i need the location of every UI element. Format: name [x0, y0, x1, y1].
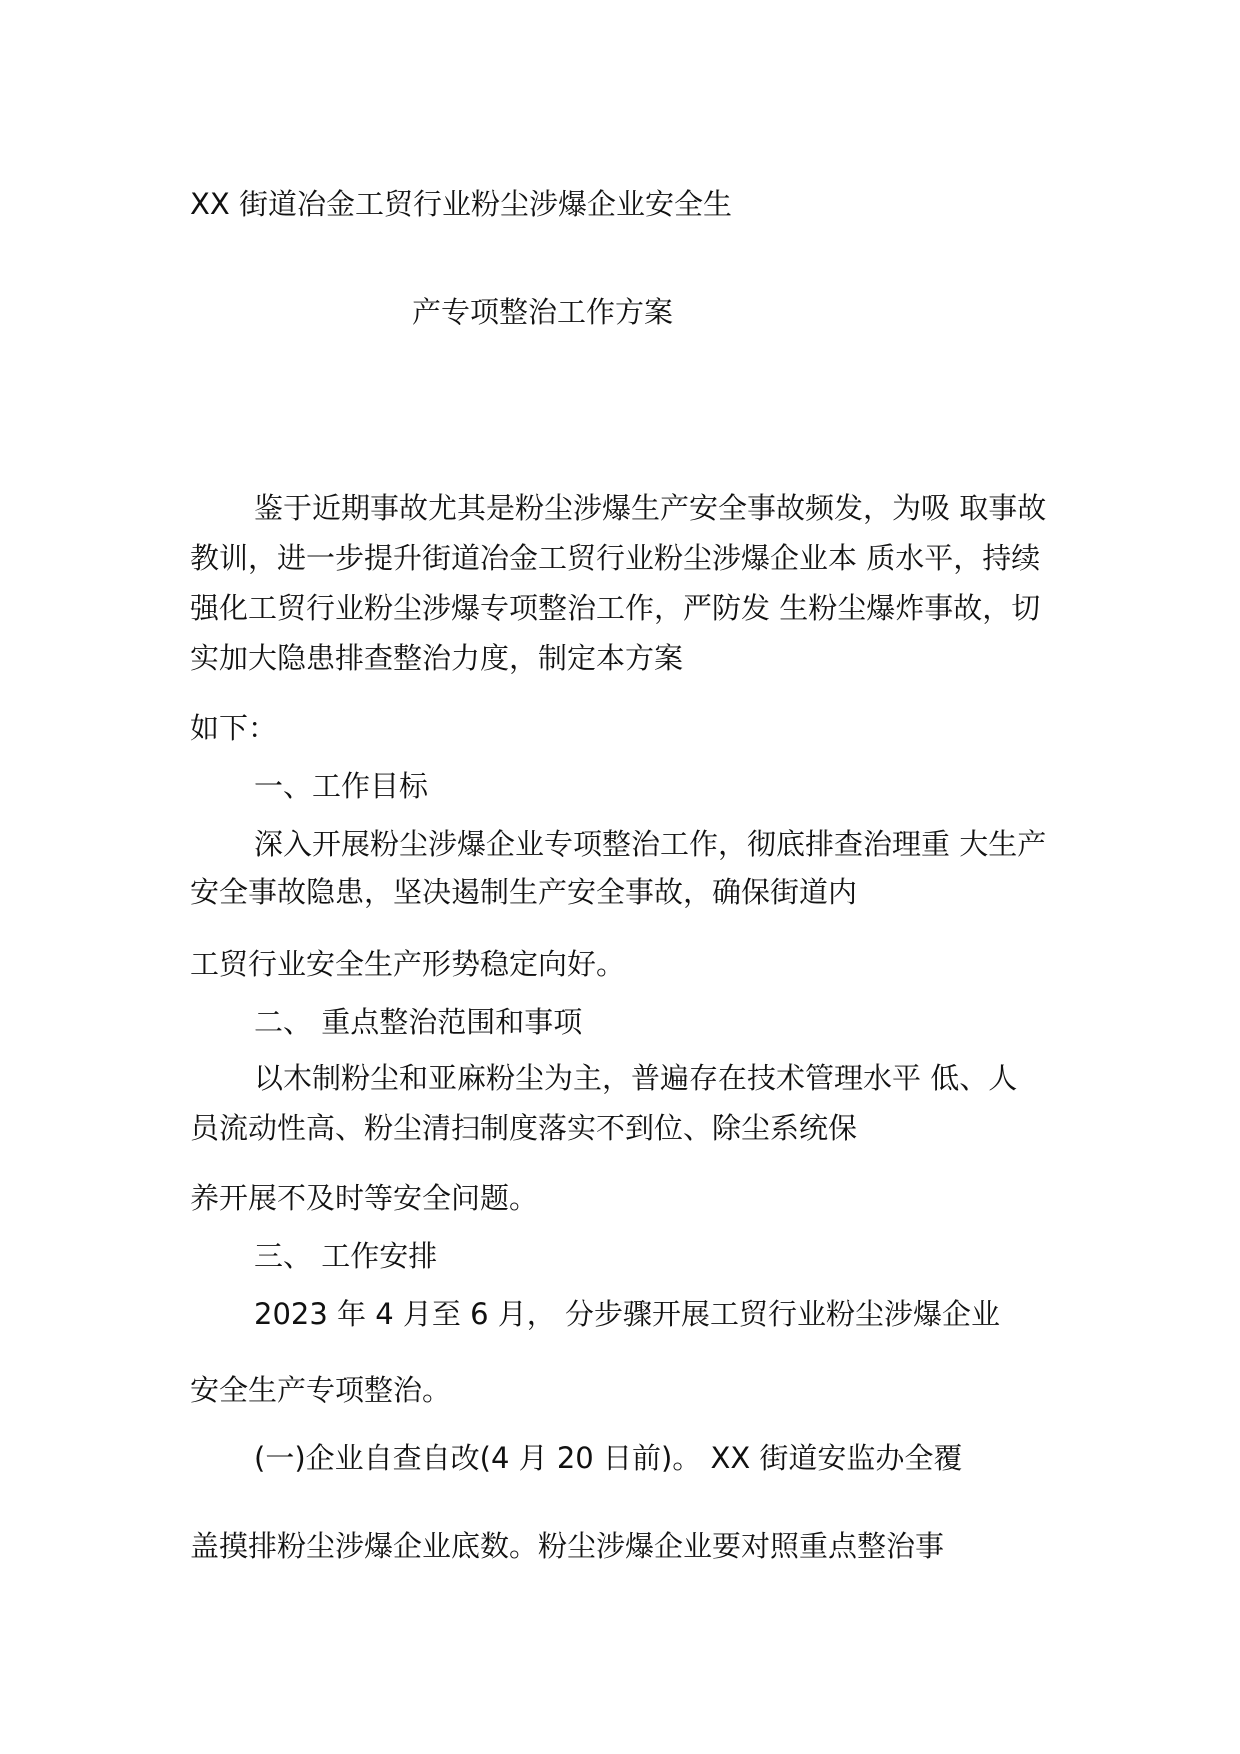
- intro-line-4: 实加大隐患排查整治力度，制定本方案: [190, 641, 684, 675]
- section-3-line-2: 安全生产专项整治。: [190, 1373, 452, 1407]
- section-2-line-3: 养开展不及时等安全问题。: [190, 1181, 539, 1215]
- section-3-line-3: (一)企业自查自改(4 月 20 日前)。 XX 街道安监办全覆: [254, 1441, 963, 1475]
- intro-line-2: 教训，进一步提升街道冶金工贸行业粉尘涉爆企业本 质水平，持续: [190, 541, 1041, 575]
- section-2-heading: 二、 重点整治范围和事项: [254, 1005, 583, 1039]
- intro-line-3: 强化工贸行业粉尘涉爆专项整治工作，严防发 生粉尘爆炸事故，切: [190, 591, 1041, 625]
- section-1-line-2: 安全事故隐患，坚决遏制生产安全事故，确保街道内: [190, 875, 858, 909]
- section-3-line-1: 2023 年 4 月至 6 月， 分步骤开展工贸行业粉尘涉爆企业: [254, 1297, 1001, 1331]
- section-1-line-3: 工贸行业安全生产形势稳定向好。: [190, 947, 626, 981]
- section-1-line-1: 深入开展粉尘涉爆企业专项整治工作，彻底排查治理重 大生产: [254, 827, 1047, 861]
- section-2-line-1: 以木制粉尘和亚麻粉尘为主，普遍存在技术管理水平 低、人: [254, 1061, 1018, 1095]
- intro-line-1: 鉴于近期事故尤其是粉尘涉爆生产安全事故频发，为吸 取事故: [254, 491, 1047, 525]
- document-title-line-2: 产专项整治工作方案: [412, 295, 674, 329]
- section-1-heading: 一、工作目标: [254, 769, 429, 803]
- section-2-line-2: 员流动性高、粉尘清扫制度落实不到位、除尘系统保: [190, 1111, 858, 1145]
- document-title-line-1: XX 街道冶金工贸行业粉尘涉爆企业安全生: [190, 187, 732, 221]
- intro-line-5: 如下：: [190, 711, 278, 745]
- section-3-heading: 三、 工作安排: [254, 1239, 438, 1273]
- section-3-line-4: 盖摸排粉尘涉爆企业底数。粉尘涉爆企业要对照重点整治事: [190, 1529, 945, 1563]
